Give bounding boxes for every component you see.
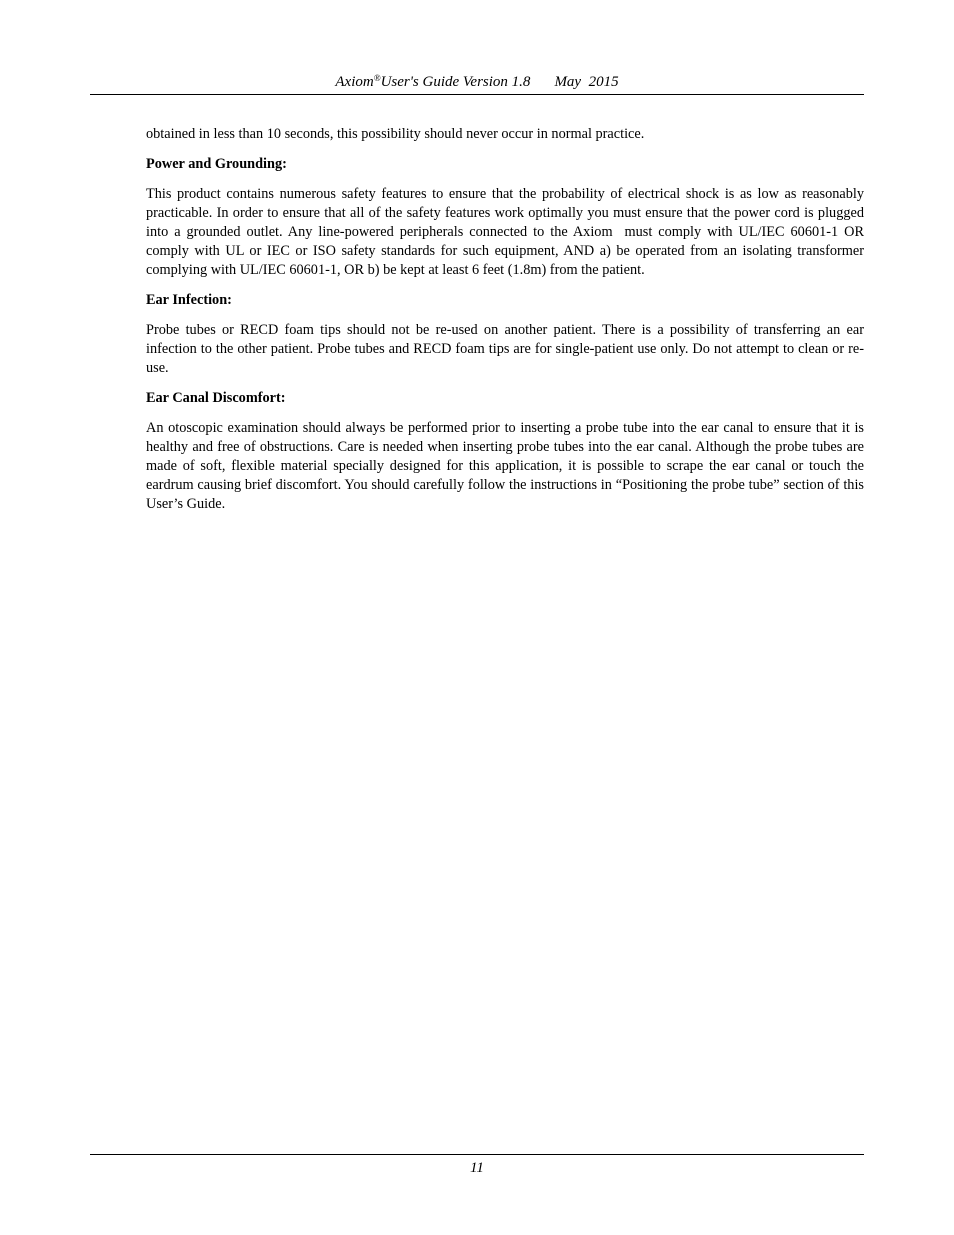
section-heading-ear-infection: Ear Infection: xyxy=(146,292,232,308)
header-product: Axiom xyxy=(335,74,374,90)
header-title: User's Guide Version 1.8 xyxy=(380,74,531,90)
page-footer xyxy=(90,1154,864,1181)
page-header xyxy=(90,66,864,95)
section-text-ear-infection: Probe tubes or RECD foam tips should not be re-used on another patient. There is a possibility of transferring an ear infection to the other patient. Probe tubes and RECD foam tips are for single-patient use only. Do not attempt to clean or re-use. xyxy=(146,322,864,376)
section-text-power-grounding: This product contains numerous safety features to ensure that the probability of electrical shock is as low as reasonably practicable. In order to ensure that all of the safety features work optimally you must ensure that the power cord is plugged into a grounded outlet. Any line-powered peripherals connected to the Axiom must comply with UL/IEC 60601-1 OR comply with UL or IEC or ISO safety standards for such equipment, AND a) be operated from an isolating transformer complying with UL/IEC 60601-1, OR b) be kept at least 6 feet (1.8m) from the patient. xyxy=(146,186,868,278)
page-body xyxy=(146,125,868,525)
section-text-ear-canal-discomfort: An otoscopic examination should always be performed prior to inserting a probe tube into the ear canal to ensure that it is healthy and free of obstructions. Care is needed when inserting probe tubes into the ear canal. Although the probe tubes are made of soft, flexible material specially designed for this application, it is possible to scrape the ear canal or touch the eardrum causing brief discomfort. You should carefully follow the instructions in “Positioning the probe tube” section of this User’s Guide. xyxy=(146,420,864,512)
page-number: 11 xyxy=(470,1160,484,1176)
section-heading-power-grounding: Power and Grounding: xyxy=(146,156,287,172)
registered-mark: ® xyxy=(373,73,381,83)
section-heading-ear-canal-discomfort: Ear Canal Discomfort: xyxy=(146,390,286,406)
header-date: May 2015 xyxy=(554,74,619,90)
continuation-paragraph: obtained in less than 10 seconds, this possibility should never occur in normal practice. xyxy=(146,126,645,142)
